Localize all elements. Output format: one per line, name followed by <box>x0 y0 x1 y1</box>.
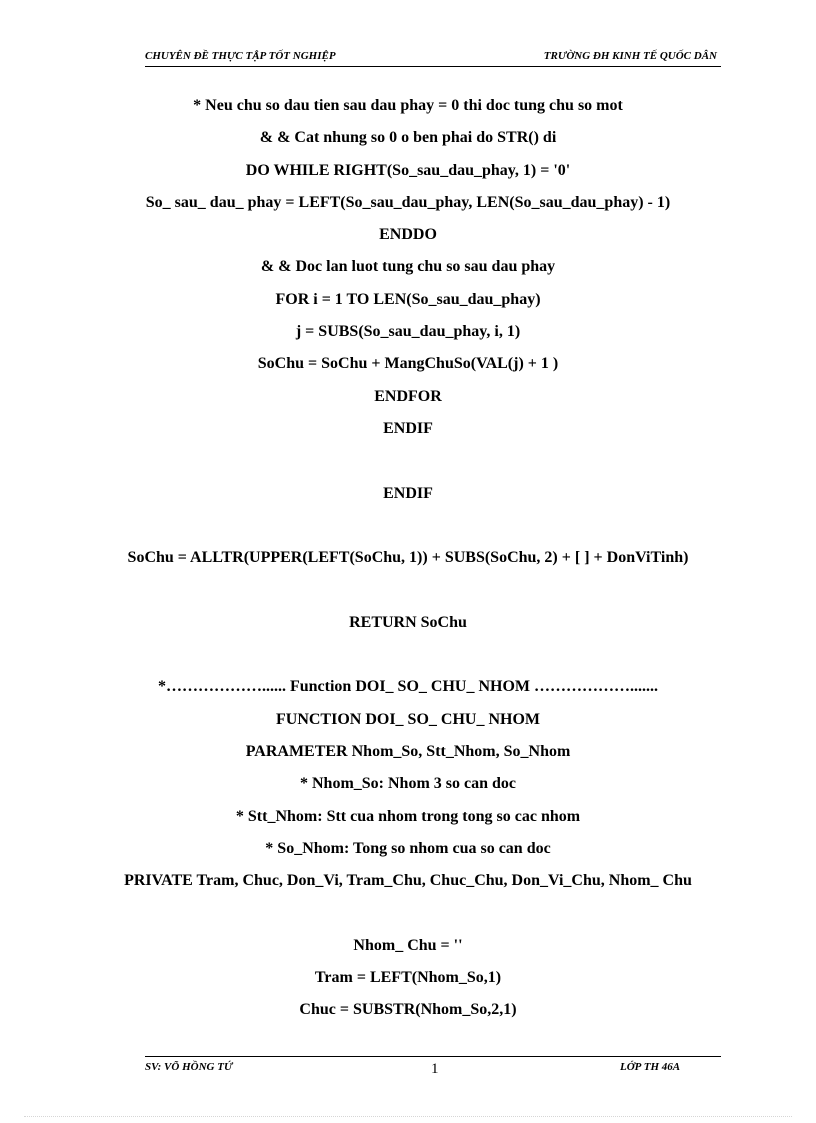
code-listing <box>0 93 816 1030</box>
code-line: So_ sau_ dau_ phay = LEFT(So_sau_dau_phay, LEN(So_sau_dau_phay) - 1) <box>145 193 671 211</box>
code-line: * Stt_Nhom: Stt cua nhom trong tong so cac nhom <box>235 807 581 825</box>
code-line-blank <box>0 448 816 480</box>
code-line: * Neu chu so dau tien sau dau phay = 0 thi doc tung chu so mot <box>193 97 623 114</box>
footer-student-name: SV: VÕ HỒNG TỨ <box>145 1061 233 1073</box>
page-bottom-edge <box>24 1116 792 1117</box>
code-line: SoChu = SoChu + MangChuSo(VAL(j) + 1 ) <box>257 355 559 373</box>
page-number: 1 <box>431 1061 439 1077</box>
code-line: *………………...... Function DOI_ SO_ CHU_ NHOM ………………....... <box>157 678 658 696</box>
page-footer <box>145 1056 721 1081</box>
code-line: ENDIF <box>383 484 433 502</box>
header-right-title: TRƯỜNG ĐH KINH TẾ QUỐC DÂN <box>543 50 717 62</box>
code-line: ENDIF <box>383 419 433 437</box>
code-line: FOR i = 1 TO LEN(So_sau_dau_phay) <box>275 290 541 308</box>
code-line: & & Cat nhung so 0 o ben phai do STR() di <box>259 129 557 147</box>
code-line: PARAMETER Nhom_So, Stt_Nhom, So_Nhom <box>245 742 571 760</box>
code-line: * Nhom_So: Nhom 3 so can doc <box>299 775 516 793</box>
code-line: j = SUBS(So_sau_dau_phay, i, 1) <box>295 323 521 341</box>
code-line: DO WHILE RIGHT(So_sau_dau_phay, 1) = '0' <box>245 161 571 179</box>
code-line: & & Doc lan luot tung chu so sau dau phay <box>260 258 556 276</box>
page-header <box>145 48 721 67</box>
code-line: ENDDO <box>379 226 437 244</box>
code-line-blank <box>0 900 816 932</box>
code-line: Nhom_ Chu = '' <box>353 936 463 954</box>
footer-class-name: LỚP TH 46A <box>620 1061 681 1073</box>
code-line-blank <box>0 577 816 609</box>
code-line-blank <box>0 642 816 674</box>
code-line-blank <box>0 513 816 545</box>
code-line: * So_Nhom: Tong so nhom cua so can doc <box>265 839 551 857</box>
header-left-title: CHUYÊN ĐỀ THỰC TẬP TỐT NGHIỆP <box>145 50 336 62</box>
code-line: SoChu = ALLTR(UPPER(LEFT(SoChu, 1)) + SUBS(SoChu, 2) + [ ] + DonViTinh) <box>127 549 689 567</box>
code-line: Tram = LEFT(Nhom_So,1) <box>314 969 502 987</box>
code-line: FUNCTION DOI_ SO_ CHU_ NHOM <box>275 710 540 728</box>
code-line: ENDFOR <box>374 387 442 405</box>
code-line: Chuc = SUBSTR(Nhom_So,2,1) <box>299 1001 517 1019</box>
code-line: PRIVATE Tram, Chuc, Don_Vi, Tram_Chu, Chuc_Chu, Don_Vi_Chu, Nhom_ Chu <box>124 872 692 890</box>
code-line: RETURN SoChu <box>349 613 467 631</box>
